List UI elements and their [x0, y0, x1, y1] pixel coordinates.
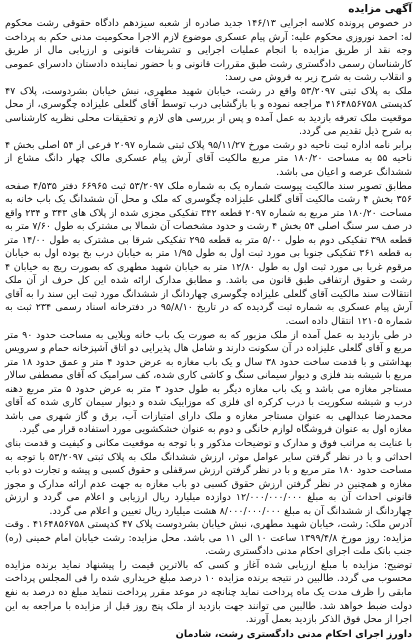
notice-paragraph-inspection: در طی بازدید به عمل آمده از ملک مزبور که به صورت یک باب خانه ویلایی به مساحت حدود ۹۰ متر مربع و آقای گلعلی علیزاده در آن سکونت دارند و شامل هال پذیرایی دو اتاق آشپزخانه حمام و سرویس بهداشتی و با قدمت ساخت حدود ۳۸ سال و یک باب مغازه به عرض حدود ۴ متر و عمق حدود ۱۸ متر مربع با شیشه بند فلزی و دیوار سیمانی سنگ و کاشی کاری شده، کف سرامیک که آقای مصطفی سالار مستاجر مغازه می باشد و یک باب مغازه دیگر به طول حدود ۳ متر به عرض حدود ۵ متر مربع دهنه درب و شیشه سکوریت با درب کرکره ای فلزی که موزاییک شده و دیوار سیمان کاری شده که آقای محمدرضا عبدالهی به عنوان مستاجر مغازه و ملک دارای امتیازات آب، برق و گاز شهری می باشد مغازه اول به عنوان فروشگاه لوازم خانگی و دوم به عنوان خشکشویی مورد استفاده قرار می گیرد.: [5, 329, 412, 436]
notice-title: آگهی مزایده: [348, 3, 412, 15]
notice-paragraph-valuation: با عنایت به مراتب فوق و مدارک و توضیحات مذکور و با توجه به موقعیت مکانی و کیفیت و قدمت بنای احداثی و با در نظر گرفتن سایر عوامل موثر، ارزش ششدانگ ملک به پلاک ثبتی ۵۳/۲۰۹۷ با توجه به مساحت حدود ۱۸۰ متر مربع و با در نظر گرفتن ارزش سرقفلی و حقوق کسبی و پیشه و تجارت دو باب مغازه و همچنین در نظر گرفتن ارزش حقوق کسبی دو باب مغازه به جهت عدم ارائه مدارک و مجوز قانونی احداث آن به مبلغ ۱۲/۰۰۰/۰۰۰/۰۰۰ دوازده میلیارد ریال ارزیابی و اعلام می گردد و ارزش چهاردانگ از ششدانگ آن به مبلغ ۸/۰۰۰/۰۰۰/۰۰۰ هشت میلیارد ریال تعیین و اعلام می گردد.: [5, 437, 412, 517]
notice-paragraph-terms: توضیح: مزایده با مبلغ ارزیابی شده آغاز و کسی که بالاترین قیمت را پیشنهاد نماید برنده مزایده محسوب می گردد. طالبین در نتیجه برنده مزایده ۱۰ درصد مبلغ خریداری شده را فی المجلس پرداخت مابقی را ظرف مدت یک ماه پرداخت نماید چنانچه در موعد مقرر پرداخت ننماید مبلغ ده درصد به نفع دولت ضبط خواهد شد. طالبین می توانند جهت بازدید از ملک پنج روز قبل از مزایده با مراجعه به این اجرا از محل فوق الذکر بازدید بعمل آورند.: [5, 559, 412, 626]
notice-paragraph-case: در خصوص پرونده کلاسه اجرایی ۱۴۶/۱۳ جدید صادره از شعبه سیزدهم دادگاه حقوقی رشت محکوم له: احمد نوروزی محکوم علیه: آرش پیام عسکری موضوع لازم الاجرا محکومیت مدنی حکم به پرداخت وجه نقد از طریق مزایده با انجام عملیات اجرایی و تشریفات قانونی و ارزیابی مال از طریق کارشناسان رسمی دادگستری رشت طبق مقررات قانونی و با حضور نماینده دادستان دادسرای عمومی و انقلاب رشت به شرح زیر به فروش می رسد:: [5, 18, 413, 84]
notice-paragraph-deed: مطابق تصویر سند مالکیت پیوست شماره یک به شماره ملک ۵۳/۲۰۹۷ ثبت ۶۶۹۶۵ دفتر ۴/۵۳۵ صفحه ۳۵۶ بخش ۴ رشت مالکیت آقای گلعلی علیزاده چگوسری که ملک و محل آن ششدانگ یک باب خانه به مساحت ۱۸۰/۲۰ متر مربع به شماره ۲۰۹۷ قطعه ۳۴۲ تفکیکی مجزی شده از پلاک های ۳۴۳ و ۲۳۴ واقع در صف سر سنگ اصلی ۵۴ بخش ۴ رشت و حدود مشخصات آن شمالا بی مشترک به طول ۷/۶۰ متر به قطعه ۳۹۸ تفکیکی دوم به طول ۵/۰۰ متر به قطعه ۲۹۵ تفکیکی شرقا بی مشترک به طول ۱۴/۰۰ متر به قطعه ۳۶۱ تفکیکی جنوبا بی مورد ثبت اول به طول ۱/۹۵ متر به خیابان درب بخ بوده اول به خیابان مرقوم غربا بی مورد ثبت اول به طول ۱۲/۸۰ متر به خیابان شهید مطهری که بصورت ریج به خیابان ۴ رشت و حقوق ارتفاقی طبق قانون می باشد. و مطابق مدارک ارائه شده این کل حرف از آن ملک انتقالات سند مالکیت آقای گلعلی علیزاده چگوسری چهاردانگ از ششدانگ مورد ثبت این سند را به آقای آرش پیام عسکری به شماره ثبت گردیده که در تاریخ ۹۵/۸/۱۰ در دفترخانه اسناد رسمی ۲۳۴ ثبت به شماره ۱۲۱۰۵ انتقال داده است.: [5, 180, 413, 328]
notice-paragraph-registry: برابر نامه اداره ثبت ناحیه دو رشت مورخ ۹۵/۱۱/۲۷ پلاک ثبتی شماره ۲۰۹۷ فرعی از ۵۴ اصلی بخش ۴ ناحیه ۵۵ به مساحت ۱۸۰/۲۰ متر مربع مالکیت آقای آرش پیام عسکری مالک چهار دانگ مشاع از ششدانگ عرصه و اعیان می باشد.: [5, 139, 412, 179]
notice-paragraph-address: آدرس ملک: رشت، خیابان شهید مطهری، نبش خیابان بشردوست پلاک ۴۷ کدپستی ۴۱۶۴۸۵۶۷۵۸ . وقت مزایده: روز مورخ ۱۳۹۹/۴/۸ ساعت ۱۰ الی ۱۱ می باشد. محل مزایده: رشت خیابان امام خمینی (ره) جنب بانک ملت اجرای احکام مدنی دادگستری رشت.: [5, 519, 413, 558]
notice-paragraph-property: ملک به پلاک ثبتی ۵۳/۲۰۹۷ واقع در رشت، خیابان شهید مطهری، نبش خیابان بشردوست، پلاک ۴۷ کدپستی ۴۱۶۴۸۵۶۷۵۸ مراجعه نموده و با بازگشایی درب توسط آقای گلعلی علیزاده چگوسری، از محل موقعیت ملک تعرفه بازدید به عمل آمده و پس از بررسی های لازم و تحقیقات محلی نظریه کارشناسی به شرح ذیل تقدیم می گردد.: [5, 85, 412, 138]
notice-signature: داورز اجرای احکام مدنی دادگستری رشت، شادمان: [175, 628, 412, 640]
